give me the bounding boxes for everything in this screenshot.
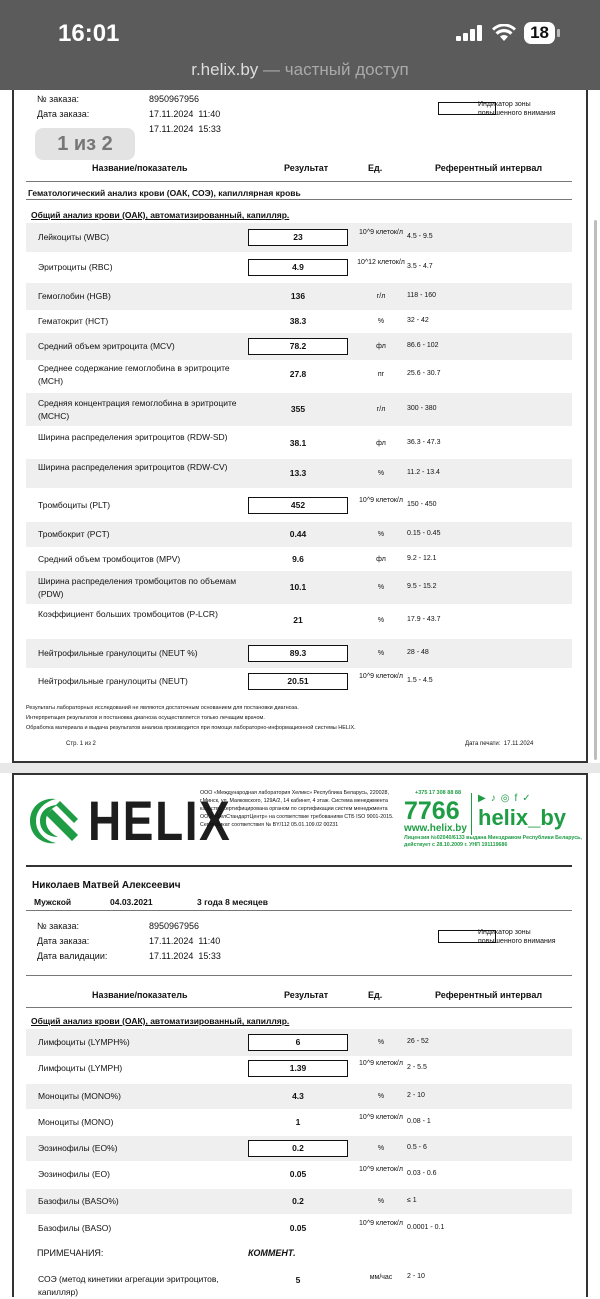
test-name: Ширина распределения эритроцитов (RDW-CV) bbox=[38, 461, 228, 472]
page-separator bbox=[0, 763, 600, 773]
result-value: 13.3 bbox=[289, 468, 307, 478]
social-icons bbox=[478, 793, 536, 804]
column-header-unit: Ед. bbox=[368, 163, 383, 173]
attention-indicator-label: Индикатор зоны повышенного внимания bbox=[478, 101, 556, 117]
contact-phone: +375 17 308 88 88 bbox=[415, 790, 462, 796]
battery-cap-icon bbox=[557, 29, 560, 37]
vk-icon: ✓ bbox=[522, 793, 536, 804]
reference-range: 86.6 - 102 bbox=[407, 342, 439, 349]
reference-range: 2 - 5.5 bbox=[407, 1064, 427, 1071]
unit: фл bbox=[376, 555, 386, 563]
test-name: Эозинофилы (EO%) bbox=[38, 1143, 118, 1153]
validation-date-value-p2: 17.11.2024 15:33 bbox=[149, 951, 221, 961]
table-row bbox=[26, 459, 572, 488]
reference-range: 36.3 - 47.3 bbox=[407, 439, 441, 446]
notes-label: ПРИМЕЧАНИЯ: bbox=[37, 1248, 104, 1258]
reference-range: 32 - 42 bbox=[407, 317, 429, 324]
private-access-label: — частный доступ bbox=[263, 60, 409, 79]
column-header-ref: Референтный интервал bbox=[435, 163, 543, 173]
unit: 10^9 клеток/л bbox=[359, 672, 403, 680]
order-number-value-p2: 8950967956 bbox=[149, 921, 200, 931]
instagram-icon: ◎ bbox=[500, 793, 515, 804]
facebook-icon: f bbox=[514, 793, 523, 804]
table-row bbox=[26, 547, 572, 572]
test-name: Эритроциты (RBC) bbox=[38, 262, 113, 272]
table-row bbox=[26, 1029, 572, 1056]
flagged-result-value: 452 bbox=[248, 497, 348, 514]
footnote-2: Интерпретация результатов и постановка диагноза осуществляется только лечащим врачом. bbox=[26, 715, 265, 721]
result-value: 0.05 bbox=[289, 1169, 307, 1179]
table-row bbox=[26, 1054, 572, 1083]
table-row bbox=[26, 604, 572, 637]
test-name: Ширина распределения эритроцитов (RDW-SD) bbox=[38, 431, 228, 442]
letterhead-divider bbox=[26, 865, 572, 867]
flagged-result-value: 0.2 bbox=[248, 1140, 348, 1157]
analysis-section-title: Гематологический анализ крови (ОАК, СОЭ), капиллярная кровь bbox=[28, 188, 301, 198]
test-name: Средний объем тромбоцитов (MPV) bbox=[38, 554, 181, 564]
page-number: Стр. 1 из 2 bbox=[66, 741, 96, 747]
unit: фл bbox=[376, 342, 386, 350]
browser-header bbox=[0, 0, 600, 90]
esr-row bbox=[26, 1268, 572, 1298]
esr-name: СОЭ (метод кинетики агрегации эритроцитов, капилляр) bbox=[38, 1274, 219, 1297]
order-date-label: Дата заказа: bbox=[37, 109, 90, 119]
test-name: Коэффициент больших тромбоцитов (P-LCR) bbox=[38, 608, 218, 619]
reference-range: 17.9 - 43.7 bbox=[407, 616, 441, 623]
order-number-label: № заказа: bbox=[37, 94, 79, 104]
reference-range: 118 - 160 bbox=[407, 292, 437, 299]
reference-range: 9.2 - 12.1 bbox=[407, 555, 437, 562]
test-name: Моноциты (MONO%) bbox=[38, 1091, 121, 1101]
column-header-unit-p2: Ед. bbox=[368, 990, 383, 1000]
unit: 10^9 клеток/л bbox=[359, 1219, 403, 1227]
column-header-result: Результат bbox=[284, 163, 329, 173]
license-text: Лицензия №02040/6133 выдана Минздравом Республики Беларусь, действует с 28.10.2009 г. УНП 191119686 bbox=[404, 835, 582, 848]
header-divider-p2 bbox=[26, 1007, 572, 1008]
test-name: Средняя концентрация гемоглобина в эритроците (MCHC) bbox=[38, 397, 237, 421]
table-row bbox=[26, 1214, 572, 1243]
test-name: Базофилы (BASO) bbox=[38, 1223, 112, 1233]
unit: % bbox=[377, 1038, 385, 1046]
flagged-result-value: 89.3 bbox=[248, 645, 348, 662]
order-date-label-p2: Дата заказа: bbox=[37, 936, 90, 946]
test-name: Эозинофилы (EO) bbox=[38, 1169, 110, 1179]
reference-range: ≤ 1 bbox=[407, 1197, 417, 1204]
footnote-1: Результаты лабораторных исследований не являются достаточным основанием для постановки диагноза. bbox=[26, 705, 299, 711]
reference-range: 0.0001 - 0.1 bbox=[407, 1224, 445, 1231]
result-value: 10.1 bbox=[289, 582, 307, 592]
wifi-icon bbox=[492, 24, 516, 42]
reference-range: 9.5 - 15.2 bbox=[407, 583, 437, 590]
unit: % bbox=[377, 469, 385, 477]
social-handle: helix_by bbox=[478, 805, 567, 830]
table-row bbox=[26, 358, 572, 391]
table-row bbox=[26, 1136, 572, 1161]
unit: % bbox=[377, 317, 385, 325]
esr-unit: мм/час bbox=[369, 1274, 393, 1281]
cbc-subsection-title: Общий анализ крови (ОАК), автоматизированный, капилляр. bbox=[31, 210, 290, 220]
test-name: Средний объем эритроцита (MCV) bbox=[38, 341, 175, 351]
flagged-result-value: 78.2 bbox=[248, 338, 348, 355]
order-date-value-p2: 17.11.2024 11:40 bbox=[149, 936, 221, 946]
result-value: 21 bbox=[293, 615, 303, 625]
flagged-result-value: 1.39 bbox=[248, 1060, 348, 1077]
result-value: 0.44 bbox=[289, 529, 307, 539]
esr-value: 5 bbox=[295, 1275, 301, 1285]
flagged-result-value: 6 bbox=[248, 1034, 348, 1051]
table-row bbox=[26, 253, 572, 282]
validation-date-label-p2: Дата валидации: bbox=[37, 951, 108, 961]
header-divider bbox=[26, 181, 572, 182]
unit: 10^9 клеток/л bbox=[359, 228, 403, 236]
table-row bbox=[26, 639, 572, 668]
test-name: Гемоглобин (HGB) bbox=[38, 291, 111, 301]
unit: 10^9 клеток/л bbox=[359, 1059, 403, 1067]
result-value: 1 bbox=[295, 1117, 301, 1127]
table-row bbox=[26, 283, 572, 310]
test-name: Среднее содержание гемоглобина в эритроците (MCH) bbox=[38, 362, 230, 386]
order-date-value: 17.11.2024 11:40 bbox=[149, 109, 221, 119]
reference-range: 3.5 - 4.7 bbox=[407, 263, 433, 270]
unit: % bbox=[377, 649, 385, 657]
test-name: Нейтрофильные гранулоциты (NEUT %) bbox=[38, 648, 198, 658]
result-value: 9.6 bbox=[292, 554, 304, 564]
table-row bbox=[26, 667, 572, 696]
column-header-name-p2: Название/показатель bbox=[92, 990, 188, 1000]
short-number: 7766 bbox=[404, 797, 460, 825]
cellular-signal-icon bbox=[456, 25, 484, 41]
url-domain: r.helix.by bbox=[191, 60, 259, 79]
reference-range: 4.5 - 9.5 bbox=[407, 233, 433, 240]
reference-range: 26 - 52 bbox=[407, 1038, 429, 1045]
contact-divider bbox=[471, 793, 472, 835]
column-header-result-p2: Результат bbox=[284, 990, 329, 1000]
column-header-name: Название/показатель bbox=[92, 163, 188, 173]
flagged-result-value: 4.9 bbox=[248, 259, 348, 276]
test-name: Лимфоциты (LYMPH%) bbox=[38, 1037, 130, 1047]
helix-logo-text: HELIX bbox=[88, 789, 232, 852]
unit: 10^9 клеток/л bbox=[359, 496, 403, 504]
reference-range: 0.15 - 0.45 bbox=[407, 530, 441, 537]
table-row bbox=[26, 393, 572, 426]
flagged-result-value: 20.51 bbox=[248, 673, 348, 690]
patient-divider bbox=[26, 910, 572, 911]
test-name: Лимфоциты (LYMPH) bbox=[38, 1063, 123, 1073]
unit: 10^12 клеток/л bbox=[357, 258, 405, 266]
address-bar[interactable] bbox=[0, 60, 600, 80]
test-name: Тромбоциты (PLT) bbox=[38, 500, 111, 510]
patient-name: Николаев Матвей Алексеевич bbox=[32, 880, 181, 891]
test-name: Тромбокрит (PCT) bbox=[38, 529, 110, 539]
battery-indicator: 18 bbox=[524, 22, 555, 44]
reference-range: 300 - 380 bbox=[407, 405, 437, 412]
reference-range: 11.2 - 13.4 bbox=[407, 469, 440, 476]
test-name: Базофилы (BASO%) bbox=[38, 1196, 119, 1206]
result-value: 136 bbox=[290, 291, 306, 301]
status-icons bbox=[456, 22, 560, 44]
lab-info: ООО «Международная лаборатория Хеликс» Республика Беларусь, 220028, г.Минск, ул. Маяковского, 129А/2, 14 кабинет, 4 этаж. Система менеджмента качества сертифицирована органом по сертификации систем менеджмента ООО «БелСтандартЦентр» на соответствие требованиям СТБ ISO 9001-2015. Сертификат соответствия № BY/112 05.01.109.02 00231 bbox=[200, 790, 394, 828]
table-row bbox=[26, 1189, 572, 1214]
status-time: 16:01 bbox=[58, 20, 120, 47]
esr-ref: 2 - 10 bbox=[407, 1273, 425, 1280]
reference-range: 1.5 - 4.5 bbox=[407, 677, 433, 684]
table-row bbox=[26, 571, 572, 604]
test-name: Моноциты (MONO) bbox=[38, 1117, 114, 1127]
table-row bbox=[26, 1084, 572, 1109]
unit: % bbox=[377, 616, 385, 624]
table-row bbox=[26, 1160, 572, 1189]
attention-indicator-label-p2: Индикатор зоны повышенного внимания bbox=[478, 929, 556, 945]
order-number-value: 8950967956 bbox=[149, 94, 200, 104]
patient-sex: Мужской bbox=[34, 897, 72, 907]
table-row bbox=[26, 427, 572, 460]
reference-range: 0.5 - 6 bbox=[407, 1144, 427, 1151]
website-link[interactable]: www.helix.by bbox=[404, 823, 467, 834]
reference-range: 0.08 - 1 bbox=[407, 1118, 431, 1125]
unit: % bbox=[377, 1092, 385, 1100]
reference-range: 2 - 10 bbox=[407, 1092, 425, 1099]
tiktok-icon: ♪ bbox=[490, 793, 501, 804]
reference-range: 150 - 450 bbox=[407, 501, 437, 508]
result-value: 27.8 bbox=[289, 369, 307, 379]
reference-range: 25.6 - 30.7 bbox=[407, 370, 441, 377]
result-value: 38.3 bbox=[289, 316, 307, 326]
youtube-icon: ▶ bbox=[478, 793, 491, 804]
validation-date-value: 17.11.2024 15:33 bbox=[149, 124, 221, 134]
result-value: 0.05 bbox=[289, 1223, 307, 1233]
table-row bbox=[26, 491, 572, 520]
unit: 10^9 клеток/л bbox=[359, 1165, 403, 1173]
unit: фл bbox=[376, 439, 386, 447]
unit: % bbox=[377, 530, 385, 538]
footnote-3: Обработка материала и выдача результатов анализа производится при помощи лабораторно-информационной системы HELIX. bbox=[26, 725, 356, 731]
patient-age: 3 года 8 месяцев bbox=[197, 897, 268, 907]
unit: г/л bbox=[376, 292, 386, 300]
unit: % bbox=[377, 1144, 385, 1152]
notes-value: КОММЕНТ. bbox=[248, 1248, 296, 1258]
scrollbar-thumb[interactable] bbox=[594, 220, 597, 760]
table-row bbox=[26, 333, 572, 360]
unit: г/л bbox=[376, 405, 386, 413]
patient-dob: 04.03.2021 bbox=[110, 897, 153, 907]
helix-logo-icon bbox=[26, 793, 82, 849]
test-name: Лейкоциты (WBC) bbox=[38, 232, 110, 242]
section-divider bbox=[26, 199, 572, 200]
unit: % bbox=[377, 1197, 385, 1205]
reference-range: 0.03 - 0.6 bbox=[407, 1170, 437, 1177]
cbc-subsection-title-p2: Общий анализ крови (ОАК), автоматизированный, капилляр. bbox=[31, 1016, 290, 1026]
table-row bbox=[26, 223, 572, 252]
table-row bbox=[26, 522, 572, 547]
unit: 10^9 клеток/л bbox=[359, 1113, 403, 1121]
reference-range: 28 - 48 bbox=[407, 649, 429, 656]
order-number-label-p2: № заказа: bbox=[37, 921, 79, 931]
meta-divider-p2 bbox=[26, 975, 572, 976]
unit: % bbox=[377, 583, 385, 591]
flagged-result-value: 23 bbox=[248, 229, 348, 246]
print-date: Дата печати: 17.11.2024 bbox=[465, 741, 534, 747]
result-value: 38.1 bbox=[289, 438, 307, 448]
unit: пг bbox=[377, 370, 385, 378]
table-row bbox=[26, 1108, 572, 1137]
test-name: Гематокрит (HCT) bbox=[38, 316, 109, 326]
result-value: 4.3 bbox=[292, 1091, 304, 1101]
test-name: Ширина распределения тромбоцитов по объемам (PDW) bbox=[38, 575, 237, 599]
result-value: 0.2 bbox=[292, 1196, 304, 1206]
page-counter-badge: 1 из 2 bbox=[35, 128, 135, 160]
column-header-ref-p2: Референтный интервал bbox=[435, 990, 543, 1000]
test-name: Нейтрофильные гранулоциты (NEUT) bbox=[38, 676, 188, 686]
table-row bbox=[26, 309, 572, 334]
result-value: 355 bbox=[290, 404, 306, 414]
